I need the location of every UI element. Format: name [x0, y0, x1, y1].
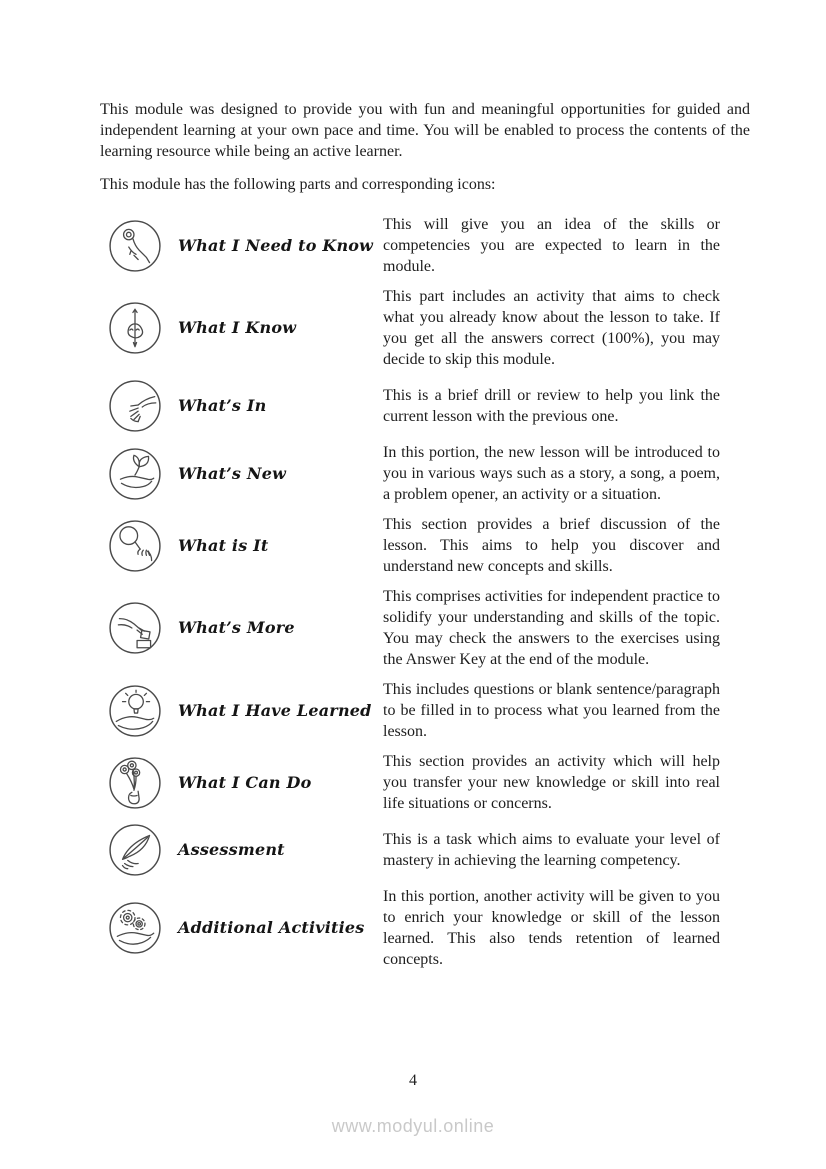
table-row [100, 214, 750, 277]
label-cell [178, 701, 383, 721]
table-row [100, 751, 750, 814]
icon-cell [100, 901, 178, 955]
icon-cell [100, 519, 178, 573]
part-description: This is a brief drill or review to help you link the current lesson with the previous one. [383, 387, 720, 425]
icon-cell [100, 379, 178, 433]
part-label: What’s In [178, 396, 267, 415]
icon-cell [100, 684, 178, 738]
hand-holding-pencil-icon [108, 301, 162, 355]
description-cell [383, 586, 720, 670]
part-description: In this portion, another activity will be given to you to enrich your knowledge or skill of the lesson learned. This also tends retention of learned concepts. [383, 888, 720, 968]
table-row [100, 379, 750, 433]
part-label: What I Have Learned [178, 700, 372, 720]
description-cell [383, 442, 720, 505]
part-description: In this portion, the new lesson will be introduced to you in various ways such as a story, a song, a poem, a problem opener, an activity or a situation. [383, 444, 720, 503]
table-row [100, 286, 750, 370]
description-cell [383, 385, 720, 427]
hand-holding-flowers-icon [108, 756, 162, 810]
quill-pen-icon [108, 823, 162, 877]
parts-intro-line: This module has the following parts and corresponding icons: [100, 176, 496, 193]
part-label: What’s More [178, 618, 295, 637]
label-cell [178, 618, 383, 638]
description-cell [383, 679, 720, 742]
part-description: This section provides a brief discussion of the lesson. This aims to help you discover and understand new concepts and skills. [383, 516, 720, 575]
label-cell [178, 536, 383, 556]
icon-cell [100, 601, 178, 655]
description-cell [383, 829, 720, 871]
part-label: What’s New [178, 463, 287, 483]
intro-paragraph: This module was designed to provide you with fun and meaningful opportunities for guided and independent learning at your own pace and time. You will be enabled to process the contents of the learning resource while being an active learner. [100, 101, 750, 160]
sprout-in-palm-icon [108, 447, 162, 501]
table-row [100, 442, 750, 505]
part-label: What I Know [178, 318, 297, 337]
icon-cell [100, 219, 178, 273]
watermark: www.modyul.online [331, 1116, 495, 1136]
module-parts-table [100, 214, 750, 970]
label-cell [178, 318, 383, 338]
description-cell [383, 751, 720, 814]
part-description: This part includes an activity that aims to check what you already know about the lesson to take. If you get all the answers correct (100%), you may decide to skip this module. [383, 288, 720, 368]
label-cell [178, 918, 383, 938]
table-row [100, 586, 750, 670]
hand-pointing-icon [108, 219, 162, 273]
table-row [100, 823, 750, 877]
description-cell [383, 886, 720, 970]
part-description: This comprises activities for independent practice to solidify your understanding and skills of the topic. You may check the answers to the exercises using the Answer Key at the end of the module. [383, 588, 720, 668]
lightbulb-in-palm-icon [108, 684, 162, 738]
description-cell [383, 214, 720, 277]
table-row [100, 679, 750, 742]
hand-reaching-icon [108, 379, 162, 433]
page-content [100, 99, 750, 979]
label-cell [178, 236, 383, 256]
label-cell [178, 840, 383, 860]
label-cell [178, 773, 383, 793]
part-label: Assessment [178, 840, 285, 859]
page-number: 4 [409, 1072, 417, 1089]
table-row [100, 886, 750, 970]
icon-cell [100, 301, 178, 355]
part-description: This is a task which aims to evaluate your level of mastery in achieving the learning competency. [383, 831, 720, 869]
icon-cell [100, 447, 178, 501]
icon-cell [100, 756, 178, 810]
gears-in-palm-icon [108, 901, 162, 955]
part-description: This includes questions or blank sentence/paragraph to be filled in to process what you learned from the lesson. [383, 681, 720, 740]
part-label: Additional Activities [178, 918, 365, 937]
part-description: This will give you an idea of the skills or competencies you are expected to learn in the module. [383, 216, 720, 275]
description-cell [383, 286, 720, 370]
magnifying-glass-icon [108, 519, 162, 573]
table-row [100, 514, 750, 577]
hand-stacking-blocks-icon [108, 601, 162, 655]
label-cell [178, 396, 383, 416]
part-label: What I Can Do [178, 772, 312, 792]
label-cell [178, 464, 383, 484]
part-description: This section provides an activity which will help you transfer your new knowledge or skill into real life situations or concerns. [383, 753, 720, 812]
part-label: What I Need to Know [178, 235, 374, 255]
icon-cell [100, 823, 178, 877]
description-cell [383, 514, 720, 577]
part-label: What is It [178, 535, 269, 555]
